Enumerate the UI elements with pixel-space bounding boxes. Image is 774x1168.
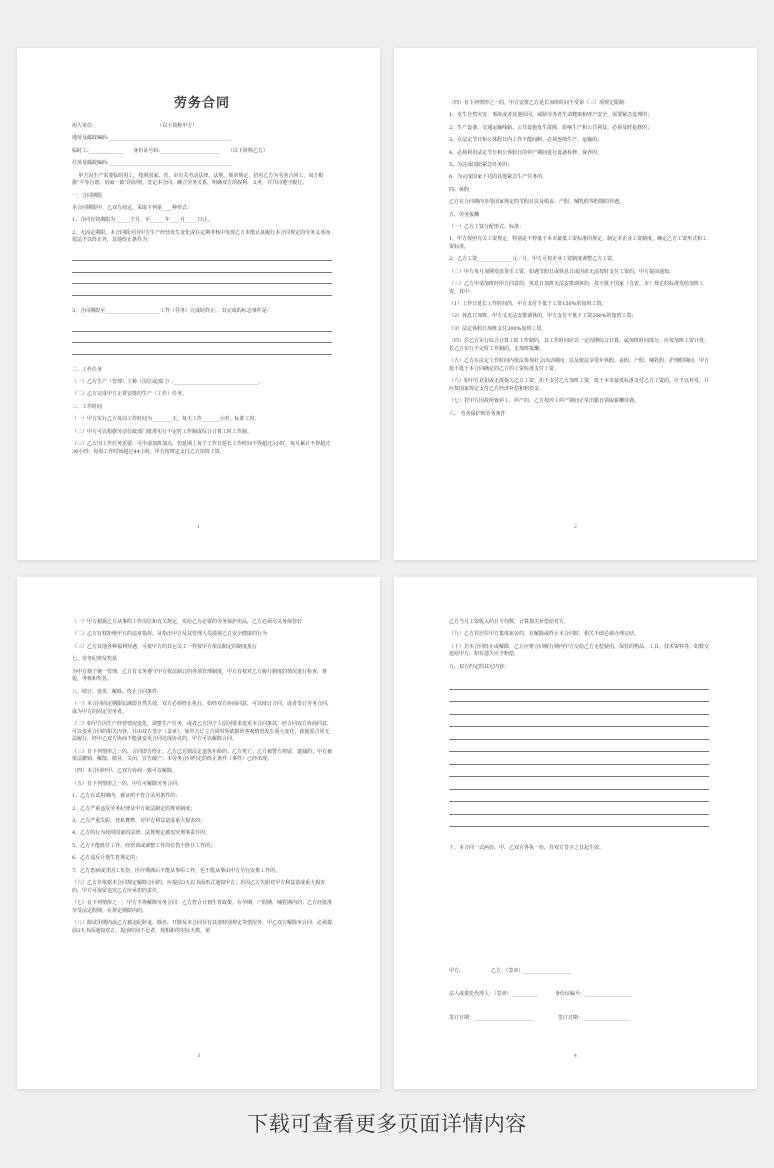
- paragraph: 2、乙方工资______________元／月，甲方可按企业工资制度调整乙方工资。: [449, 256, 618, 263]
- paragraph: （二）如甲方因生产经营情况变化，调整生产任务，或者乙方因个人原因要求变更本合同条款，经合同双方协商同意，可以变更合同的相关内容，并由双方签字（盖章）。如甲方订立合同时所依据的客观情况发生重大变化，致使原合同无法履行，经甲乙双方协商不能就变更合同达成协议的，甲方可以解除合同。: [72, 720, 333, 743]
- page-number: 1: [196, 524, 201, 530]
- section-heading: 八、续订、变更、解除、终止合同条件: [72, 688, 158, 695]
- paragraph: （四）若乙方实行综合计算工时工作制的，其工作时间应以一定周期综合计算，属加班时间部分，应按加班工资计发；若乙方实行不定时工作制的，无加班报酬。: [449, 338, 710, 352]
- paragraph: 2、乙方严重违反劳务纪律及甲方依法制定的规章制度；: [72, 805, 196, 812]
- signature-line: 签订日期：________________________ 签订日期：___________________: [449, 1014, 631, 1021]
- paragraph: （六）乙方非依据本合同规定解除合同的，应提前3天以书面形式通知甲方；若因乙方失职对甲方利益造成重大损害的，甲方可保留追究乙方应承担的责任。: [72, 880, 326, 894]
- page-4-paragraphs: [449, 619, 709, 671]
- blank-line: [449, 777, 709, 790]
- paragraph: 为甲方便于统一管理，乙方有义务遵守甲方依法制订的各项管理制度，甲方有权对乙方履行制度的情况进行检查、督促、考核和奖惩。: [72, 668, 328, 683]
- blank-line: [72, 343, 332, 355]
- paragraph: （2）休息日加班，甲方又无法安排调休的，甲方支付不低于工资200%的加班工资；: [449, 313, 637, 320]
- page-1-paragraphs-c: [72, 367, 332, 457]
- paragraph: 甲方因生产需要临时用工，按照国家、省、市有关劳动法律、法规、规章规定，招用乙方为劳务合同工，双方根据“平等自愿、协商一致”的原则，签定本合同，确立劳务关系，明确双方的权利、义务，并共同遵守履行。: [72, 172, 324, 187]
- page-number: 2: [573, 524, 578, 530]
- paragraph: （四）有下列情形之一的，甲方安排乙方延长加班时间不受第（三）项规定限制：: [449, 100, 630, 106]
- blank-line: [72, 320, 332, 332]
- section-heading: 三、工作时间: [72, 403, 103, 410]
- blank-lines: [449, 677, 709, 827]
- paragraph: 2、无固定期限。本合同除可因甲方生产经营发生变化或在定期考核中发现乙方未能认真履行本合同规定的劳务义务而依法予以终止外，其他终止条件为：: [72, 229, 331, 244]
- paragraph: （二）乙方完成甲方正常安排的生产（工作）任务。: [72, 391, 188, 398]
- paragraph: （十）若本合同终止或解除，乙方应将合同履行期内甲方交给乙方无偿使用、保管的物品、工具、技术资料等，如数交还给甲方，如有遗失应予赔偿。: [449, 643, 710, 658]
- paragraph: 地址及邮政编码:_________________________________________________: [72, 135, 232, 142]
- page-number: 3: [196, 1053, 201, 1059]
- page-1-paragraphs-a: [72, 123, 332, 245]
- blank-line: [449, 690, 709, 703]
- paragraph: 7、乙方患病或非因工负伤，医疗期满后不能从事原工作，也不能从事由甲方另行安排工作的。: [72, 867, 281, 874]
- paragraph: （二）乙方有权拒绝甲方的违章指挥，及指出甲方及其管理人员漠视乙方安全健康的行为: [72, 631, 268, 638]
- document-page-1: [17, 48, 380, 560]
- paragraph: 2、生产设备、交通运输线路、公共设施发生故障，影响生产和公共利益，必须及时抢修的；: [449, 124, 653, 131]
- blank-lines: [72, 250, 332, 296]
- blank-line: [72, 261, 332, 273]
- paragraph: 1、乙方在试用期内，被证明不符合录用条件的；: [72, 793, 181, 800]
- blank-line: [449, 715, 709, 728]
- blank-line: [449, 815, 709, 828]
- paragraph: （三）乙方其他各种福利待遇，可依甲方的其它员工一样按甲方依法制定的制度执行: [72, 643, 258, 650]
- section-heading: 四、休假: [449, 186, 470, 193]
- paragraph: （二）甲方每月加期发放货币工资，如遇节假日或休息日或因故无法按时支付工资的，甲方提前通知。: [449, 268, 675, 275]
- paragraph: 4、必须利用法定节日和公休假日的停产期间进行设备检修、保养的；: [449, 149, 603, 156]
- document-page-4: [394, 577, 757, 1089]
- paragraph: 临时工:______________ 身份证号码:________________________ （以下简称乙方）: [72, 147, 268, 154]
- paragraph: （四）本合同经甲、乙双方协商一致可以解除。: [72, 768, 178, 775]
- paragraph: 3、合同期限至______________________工作（任务）完成时终止。 其完成的标志事件是：: [72, 307, 272, 314]
- blank-line: [449, 740, 709, 753]
- paragraph: 乙方在合同期内享受国家规定的节假日以及婚丧、产假、哺乳假等假期的待遇。: [449, 199, 625, 206]
- document-page-2: [394, 48, 757, 560]
- blank-line: [72, 250, 332, 262]
- blank-line: [449, 727, 709, 740]
- paragraph: （3）法定休假日加班支付300%加班工资。: [449, 325, 547, 332]
- blank-line: [72, 284, 332, 296]
- page-3-paragraphs: [72, 619, 332, 935]
- paragraph: （一）本合同固定期限届满即自然失效，双方必须终止执行。如经双方协商同意，可以续订合同，或者签订劳务合同，成为甲方的固定劳务者。: [72, 700, 333, 715]
- paragraph: （七）若甲方因故所致停工、停产的，乙方按停工停产期间正常出勤日领取薪酬待遇。: [449, 398, 640, 405]
- paragraph: 十、本合同一式两份，甲、乙双方各执一份，自双方签字之日起生效。: [449, 845, 605, 852]
- blank-line: [72, 332, 332, 344]
- section-heading: 九、双方约定的其它内容：: [449, 663, 510, 670]
- paragraph: 3、在法定节日和公休假日内工作不能间断，必须连续生产、运输的；: [449, 137, 603, 144]
- paragraph: 1、甲方按照有关工资规定，特别是不得低于本市最低工资标准的规定，制定本企业工资制度，确定乙方工资形式和工资标准。: [449, 236, 708, 250]
- section-heading: 二、工作任务: [72, 366, 103, 373]
- paragraph: 4、乙方的行为按照国家的法律、法规规定被追究刑事责任的；: [72, 830, 211, 837]
- paragraph: （三）乙方因工作任务需要，可申请加班加点，但延期上每个工作日延长工作时间不得超过3小时，每月累计不得超过36小时；每周工作时间超过44小时，甲方按规定支付乙方加班工资。: [72, 440, 331, 455]
- section-heading: 六、 劳务保护和劳务条件: [449, 410, 506, 417]
- signature-line: 甲方: 乙方：（签章）___________________: [449, 967, 571, 974]
- section-heading: 一、合同期限: [72, 192, 103, 199]
- paragraph: （一）乙方工资分配形式、标准：: [449, 223, 525, 230]
- paragraph: （一）乙方生产（管理）工种（岗位或部门）:__________________________________。: [72, 378, 264, 385]
- paragraph: （一）甲方根据乙方从事的工作岗位和有关规定，发给乙方必要的劳务保护用品，乙方必须尽义务保管好: [72, 619, 303, 625]
- paragraph: （三）有下列情形之一的，合同即告终止：乙方已达到法定退休年龄的；乙方死亡；乙方被警方拘留、逮捕的；甲方被依法撤销、解散、歇业、关闭、宣告破产；本劳务合同约定的终止条件（事件）已经出现。: [72, 748, 333, 763]
- paragraph: （一）甲方实行乙方每周工作时间为________天，每天工作_______小时，标准工时。: [72, 416, 260, 423]
- page-2-paragraphs: [449, 100, 709, 418]
- section-heading: 五、劳务报酬: [449, 211, 480, 218]
- paragraph: （1）工作日延长工作时间的，甲方支付不低于工资150%的加班工资；: [449, 301, 607, 308]
- paragraph: （六）如甲方克扣或无故拖欠乙方工资，拒不支付乙方加班工资，低于本市最低标准支付乙方工资的，应予以补发，并应按国家规定支付乙方经济补偿和赔偿金。: [449, 378, 710, 392]
- paragraph: 5、乙方不能胜任工作，经培训或调整工作岗位仍不胜任工作的；: [72, 842, 216, 849]
- paragraph: （二）甲方可以根据劳动行政部门批准实行不定时工作制或综合计算工时工作制。: [72, 428, 253, 435]
- paragraph: （九）乙方若居住甲方集体宿舍的，在解除或终止本合同时，相关手续必须办理完结。: [449, 631, 640, 638]
- download-caption: 下载可查看更多页面详情内容: [247, 1112, 527, 1136]
- blank-line: [449, 702, 709, 715]
- paragraph: 6、为完成国家下达的其他紧急生产任务的。: [449, 174, 548, 181]
- blank-line: [449, 802, 709, 815]
- paragraph: （五）乙方在法定工作时间内依法参加社会活动期间，以及依法享受年休假、丧假、产假、哺乳假、护理假期间，甲方按不低于本合同确定的乙方的工资标准支付工资。: [449, 358, 710, 372]
- paragraph: （三）乙方申请加班经甲方同意的，休息日加班无法安排调休的，按不低于国家（含省、市）规定的标准发给加班工资，其中：: [449, 281, 705, 295]
- document-title: 劳务合同: [173, 96, 230, 111]
- blank-line: [449, 677, 709, 690]
- paragraph: 3、乙方严重失职，营私舞弊，对甲方利益造成重大损害的；: [72, 818, 206, 825]
- paragraph: 乙方当月工资收入的日平均数，计算损失补偿给对方。: [449, 619, 570, 625]
- section-heading: 七、劳务纪律及奖惩: [72, 656, 118, 663]
- page-number: 4: [573, 1053, 578, 1059]
- paragraph: 用人单位: （以下简称甲方）: [72, 123, 198, 129]
- blank-line: [449, 790, 709, 803]
- blank-lines: [72, 320, 332, 355]
- paragraph: （五）有下列情形之一的，甲方可解除劳务合同：: [72, 780, 183, 787]
- signature-line: 法人或委托代理人：（签章）___________ 身份证编号：___________________: [449, 991, 633, 998]
- paragraph: （七）有下列情形之一，甲方不得解除劳务合同：乙方符合计划生育政策，在孕期、产假期、哺乳期内的；乙方经批准享受法定假期，在规定期限内的。: [72, 899, 333, 914]
- blank-line: [449, 752, 709, 765]
- paragraph: 1、发生自然灾害、事故或者其他原因，威胁劳务者生命健康和财产安全，需要紧急处理的；: [449, 112, 653, 119]
- blank-line: [72, 273, 332, 285]
- blank-line: [449, 765, 709, 778]
- paragraph: 本合同期限甲、乙双方商定，采取下列第____种形式：: [72, 204, 193, 211]
- paragraph: 6、乙方违反计划生育规定的；: [72, 855, 141, 862]
- document-page-3: [17, 577, 380, 1089]
- paragraph: 住址及邮政编码:_________________________________________________: [72, 160, 232, 167]
- paragraph: 5、为完成国防紧急任务的；: [449, 161, 513, 168]
- paragraph: 1、合同有效期限为______个月，至______年____月_____日止。: [72, 217, 213, 224]
- paragraph: （八）除试用期内或乙方被违纪辞退、除名、开除及本合同另有其他特别规定等情况外，甲乙双方解除本合同，必须提前3天书面通知对方。提前时间不足者，按相距的实际天数，依: [72, 919, 333, 934]
